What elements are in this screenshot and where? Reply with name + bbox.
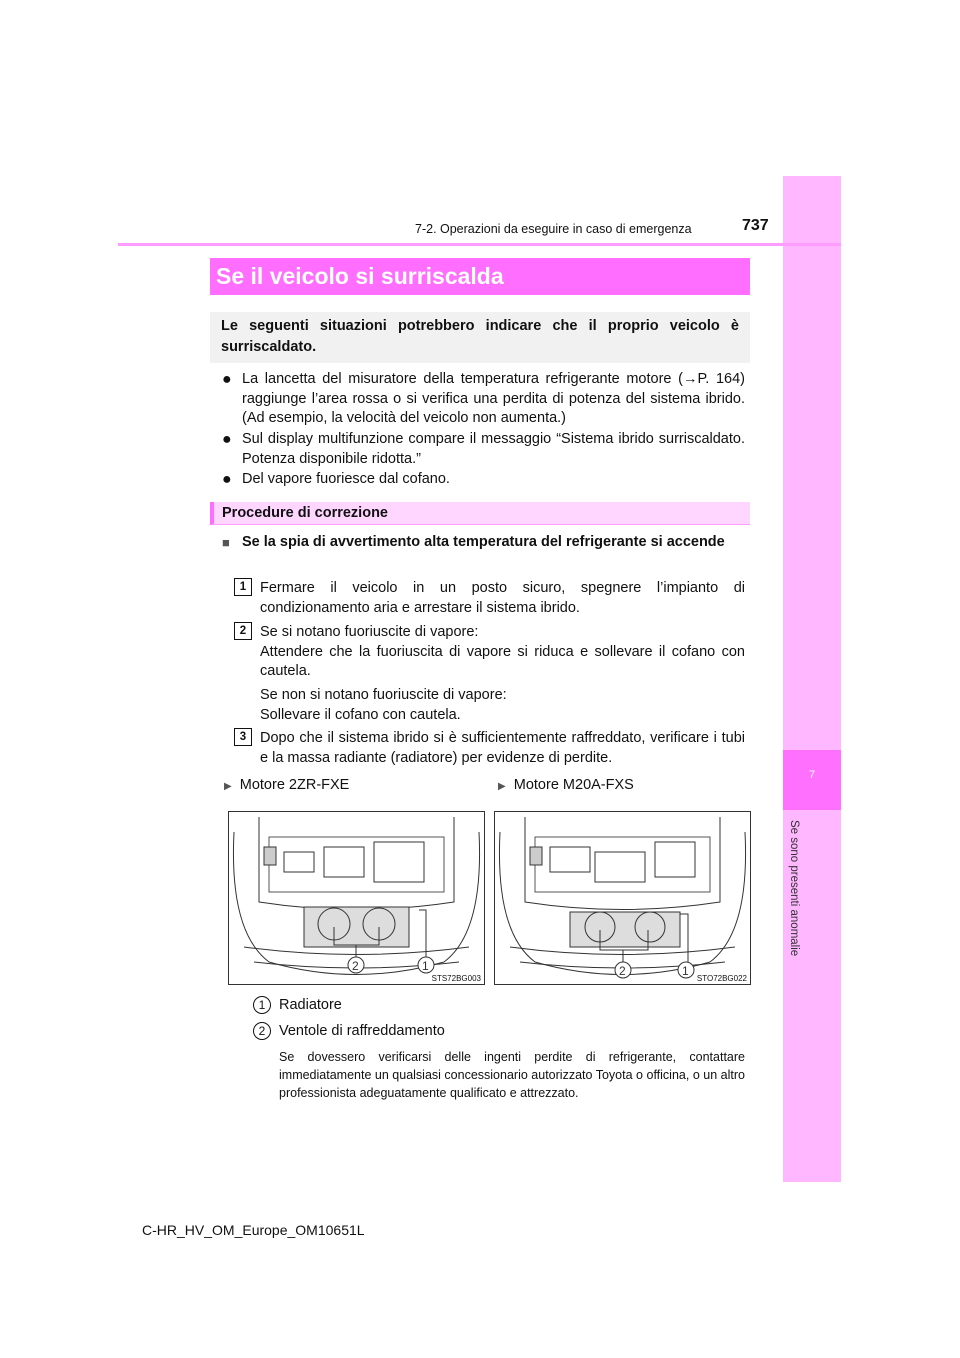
engine-illustration-2zr	[228, 811, 485, 985]
step-number: 3	[234, 728, 252, 746]
svg-text:2: 2	[352, 959, 359, 973]
step-number: 1	[234, 578, 252, 596]
header-divider	[118, 243, 841, 246]
square-bullet-icon: ■	[222, 535, 230, 550]
callout-number: 1	[253, 996, 271, 1014]
footer-code: C-HR_HV_OM_Europe_OM10651L	[142, 1222, 365, 1238]
bullet-text: La lancetta del misuratore della temperatura refrigerante motore (→P. 164) raggiunge l’area rossa o si verifica una perdita di potenza del sistema ibrido. (Ad esempio, la velocità del veicolo non aumenta.)	[242, 371, 745, 426]
callout-number: 2	[253, 1022, 271, 1040]
step-1	[239, 579, 745, 618]
chapter-sidebar	[783, 176, 841, 1182]
bullet-item	[222, 370, 745, 429]
step-text: Dopo che il sistema ibrido si è sufficientemente raffreddato, verificare i tubi e la massa radiante (radiatore) per evidenze di perdite.	[260, 730, 745, 766]
step-2-extra: Se non si notano fuoriuscite di vapore: Sollevare il cofano con cautela.	[260, 687, 507, 723]
figure-code: STO72BG022	[696, 974, 747, 983]
legend-label: Ventole di raffreddamento	[279, 1023, 445, 1039]
step-3	[239, 729, 745, 768]
caption-text: Motore 2ZR-FXE	[239, 777, 350, 793]
bullet-item	[222, 430, 745, 469]
figure-code: STS72BG003	[431, 974, 481, 983]
step-text: Fermare il veicolo in un posto sicuro, spegnere l’impianto di condizionamento aria e arrestare il sistema ibrido.	[260, 580, 745, 616]
subheading: Procedure di correzione	[210, 502, 750, 525]
figure-caption-1	[224, 776, 349, 797]
chapter-label: Se sono presenti anomalie	[788, 820, 800, 957]
bullet-item	[222, 470, 745, 490]
svg-text:1: 1	[682, 964, 689, 978]
page-title: Se il veicolo si surriscalda	[210, 258, 750, 295]
bullet-icon: ●	[222, 431, 232, 448]
step-number: 2	[234, 622, 252, 640]
bullet-icon: ●	[222, 371, 232, 388]
intro-box: Le seguenti situazioni potrebbero indicare che il proprio veicolo è surriscaldato.	[210, 312, 750, 363]
bullet-text: Del vapore fuoriesce dal cofano.	[242, 471, 450, 487]
step-text: Se si notano fuoriuscite di vapore: Attendere che la fuoriuscita di vapore si riduca e sollevare il cofano con cautela.	[260, 624, 745, 679]
legend-item	[258, 1022, 445, 1042]
engine-bay-drawing	[495, 812, 750, 984]
triangle-icon: ▶	[498, 781, 506, 792]
chapter-tab[interactable]: 7	[783, 750, 841, 810]
engine-illustration-m20a	[494, 811, 751, 985]
engine-bay-drawing	[229, 812, 484, 984]
caption-text: Motore M20A-FXS	[513, 777, 634, 793]
note: Se dovessero verificarsi delle ingenti perdite di refrigerante, contattare immediatamente un qualsiasi concessionario autorizzato Toyota o officina, o un altro professionista adeguatamente qualificato e attrezzato.	[279, 1050, 745, 1100]
section-title: 7-2. Operazioni da eseguire in caso di emergenza	[415, 222, 692, 236]
triangle-icon: ▶	[224, 781, 232, 792]
case-heading-text: Se la spia di avvertimento alta temperatura del refrigerante si accende	[242, 534, 725, 550]
svg-text:1: 1	[422, 959, 429, 973]
svg-text:2: 2	[619, 964, 626, 978]
bullet-icon: ●	[222, 471, 232, 488]
step-2	[239, 623, 745, 682]
legend-item	[258, 996, 342, 1016]
case-heading	[222, 532, 745, 553]
figure-caption-2	[498, 776, 634, 797]
legend-label: Radiatore	[279, 997, 342, 1013]
page-number: 737	[742, 217, 769, 234]
bullet-text: Sul display multifunzione compare il messaggio “Sistema ibrido surriscaldato. Potenza disponibile ridotta.”	[242, 431, 745, 467]
